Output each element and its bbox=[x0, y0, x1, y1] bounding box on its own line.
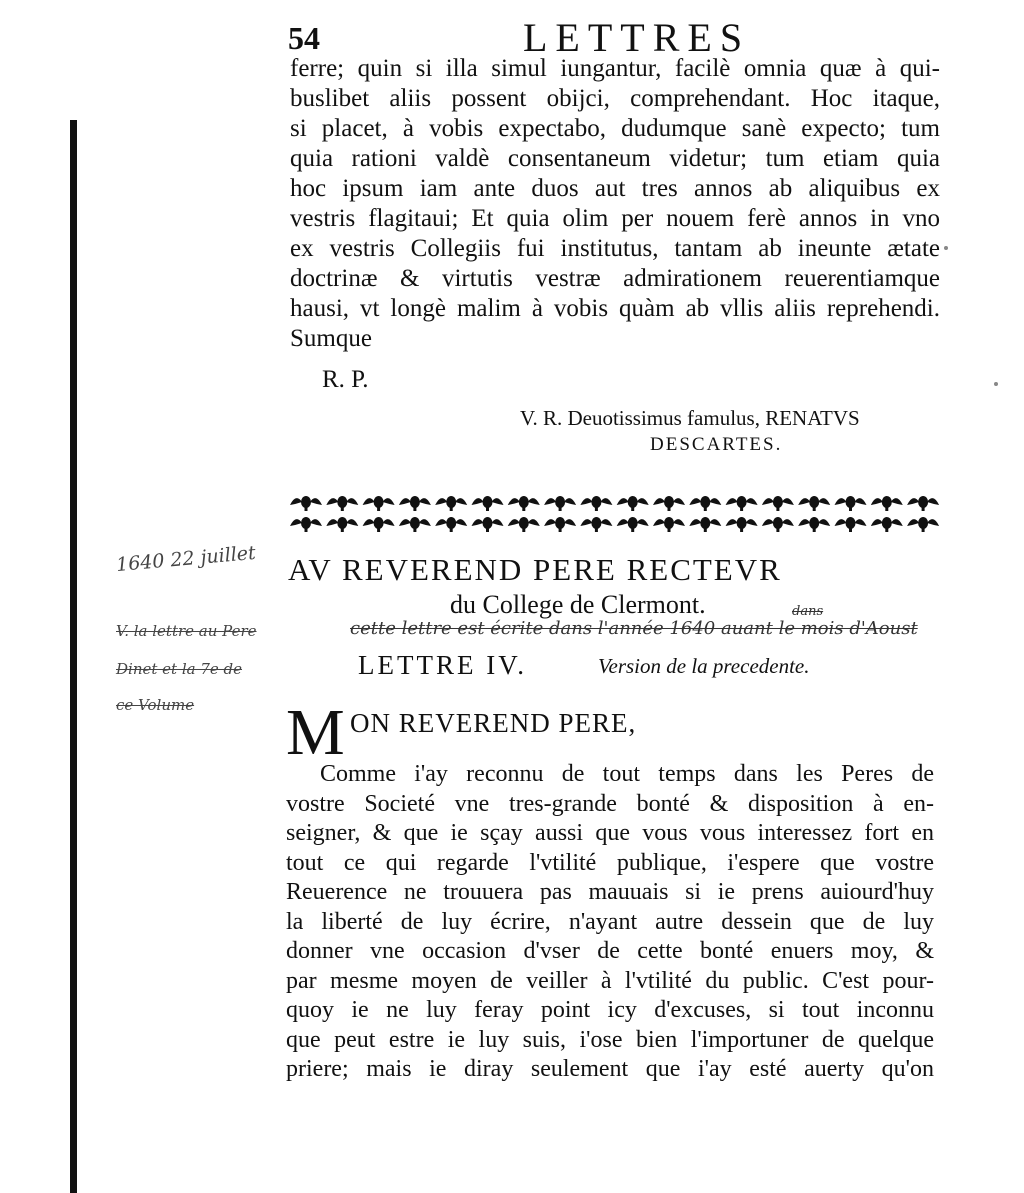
text-line: si placet, à vobis expectabo, dudumque sanè expecto; tum bbox=[290, 115, 940, 142]
fleuron-icon bbox=[907, 496, 939, 511]
text-line: donner vne occasion d'vser de cette bonté enuers moy, & bbox=[286, 938, 934, 964]
margin-struck-note: V. la lettre au Pere bbox=[116, 622, 257, 640]
salutation: ON REVEREND PERE, bbox=[350, 708, 637, 738]
signature-salutation: R. P. bbox=[322, 366, 369, 393]
fleuron-icon bbox=[472, 517, 504, 532]
fleuron-icon bbox=[798, 496, 830, 511]
margin-struck-note: Dinet et la 7e de bbox=[116, 660, 243, 678]
french-text-block bbox=[286, 760, 934, 1085]
handwritten-struck-note: cette lettre est écrite dans l'année 1640 auant le mois d'Aoust bbox=[350, 618, 918, 639]
text-line: que peut estre ie luy suis, i'ose bien l'importuner de quelque bbox=[286, 1026, 934, 1053]
fleuron-icon bbox=[472, 496, 504, 511]
fleuron-icon bbox=[544, 517, 576, 532]
fleuron-icon bbox=[435, 496, 467, 511]
fleuron-icon bbox=[544, 496, 576, 511]
section-subheading: du College de Clermont. bbox=[450, 590, 706, 619]
running-title: LETTRES bbox=[523, 15, 751, 60]
fleuron-icon bbox=[508, 496, 540, 511]
text-line: la liberté de luy écrire, n'ayant autre dessein que de luy bbox=[286, 908, 934, 935]
text-line: vostre Societé vne tres-grande bonté & disposition à en- bbox=[286, 790, 934, 817]
margin-struck-note: ce Volume bbox=[116, 696, 195, 714]
fleuron-icon bbox=[326, 517, 358, 532]
text-line: ex vestris Collegiis fui institutus, tantam ab ineunte ætate bbox=[290, 235, 940, 262]
fleuron-icon bbox=[653, 517, 685, 532]
text-line: Comme i'ay reconnu de tout temps dans les Peres de bbox=[320, 761, 934, 787]
fleuron-icon bbox=[726, 496, 758, 511]
fleuron-icon bbox=[290, 517, 322, 532]
text-line: quia rationi valdè consentaneum videtur; tum etiam quia bbox=[290, 145, 940, 172]
fleuron-icon bbox=[762, 496, 794, 511]
fleuron-icon bbox=[617, 496, 649, 511]
fleuron-icon bbox=[762, 517, 794, 532]
text-line: doctrinæ & virtutis vestræ admirationem reuerentiamque bbox=[290, 265, 940, 292]
letter-subtitle: Version de la precedente. bbox=[598, 654, 810, 678]
text-line: priere; mais ie diray seulement que i'ay esté auerty qu'on bbox=[286, 1056, 934, 1082]
fleuron-icon bbox=[399, 496, 431, 511]
margin-date-note: 1640 22 juillet bbox=[115, 541, 257, 577]
text-line: par mesme moyen de veiller à l'vtilité du public. C'est pour- bbox=[286, 967, 934, 994]
handwritten-insert: dans bbox=[792, 604, 824, 619]
fleuron-icon bbox=[798, 517, 830, 532]
text-line: quoy ie ne luy feray point icy d'excuses, si tout inconnu bbox=[286, 997, 934, 1023]
fleuron-icon bbox=[835, 496, 867, 511]
page-header bbox=[288, 14, 948, 58]
signature-line: V. R. Deuotissimus famulus, RENATVS bbox=[520, 406, 860, 430]
drop-cap: M bbox=[286, 696, 345, 769]
text-line: buslibet aliis possent obijci, comprehendant. Hoc itaque, bbox=[290, 85, 940, 112]
fleuron-icon bbox=[871, 517, 903, 532]
fleuron-icon bbox=[726, 517, 758, 532]
fleuron-icon bbox=[399, 517, 431, 532]
text-line: Sumque bbox=[290, 325, 372, 352]
latin-text-block bbox=[290, 54, 940, 354]
section-heading: AV REVEREND PERE RECTEVR bbox=[288, 552, 782, 587]
text-line: hausi, vt longè malim à vobis quàm ab vllis aliis reprehendi. bbox=[290, 295, 940, 322]
fleuron-icon bbox=[326, 496, 358, 511]
ornament-band bbox=[288, 492, 942, 534]
fleuron-icon bbox=[653, 496, 685, 511]
page-number: 54 bbox=[288, 20, 320, 56]
text-line: vestris flagitaui; Et quia olim per nouem ferè annos in vno bbox=[290, 205, 940, 232]
fleuron-icon bbox=[871, 496, 903, 511]
margin-speck bbox=[944, 246, 948, 250]
fleuron-icon bbox=[363, 517, 395, 532]
fleuron-icon bbox=[689, 496, 721, 511]
fleuron-icon bbox=[617, 517, 649, 532]
text-line: seigner, & que ie sçay aussi que vous vous interessez fort en bbox=[286, 820, 934, 846]
signature-name: DESCARTES. bbox=[650, 434, 783, 455]
text-line: ferre; quin si illa simul iungantur, facilè omnia quæ à qui- bbox=[290, 55, 940, 82]
fleuron-icon bbox=[689, 517, 721, 532]
fleuron-icon bbox=[435, 517, 467, 532]
fleuron-icon bbox=[835, 517, 867, 532]
fleuron-icon bbox=[508, 517, 540, 532]
fleuron-icon bbox=[290, 496, 322, 511]
fleuron-icon bbox=[907, 517, 939, 532]
text-line: hoc ipsum iam ante duos aut tres annos ab aliquibus ex bbox=[290, 175, 940, 202]
fleuron-icon bbox=[580, 517, 612, 532]
letter-number: LETTRE IV. bbox=[358, 650, 527, 680]
page-binding-edge bbox=[70, 120, 77, 1193]
text-line: Reuerence ne trouuera pas mauuais si ie prens auiourd'huy bbox=[286, 879, 934, 905]
margin-speck bbox=[994, 382, 998, 386]
text-line: tout ce qui regarde l'vtilité publique, i'espere que vostre bbox=[286, 849, 934, 876]
fleuron-icon bbox=[363, 496, 395, 511]
fleuron-icon bbox=[580, 496, 612, 511]
